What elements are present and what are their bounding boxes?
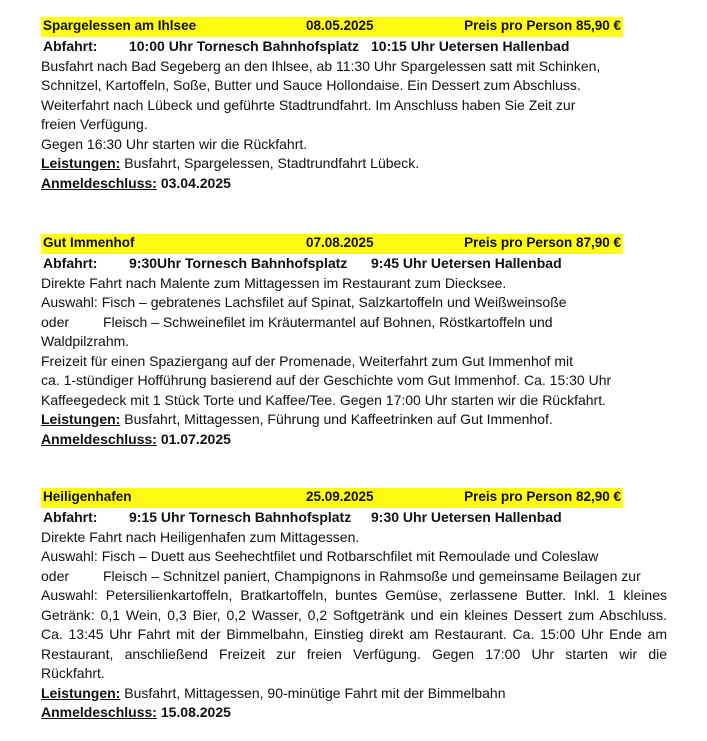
- services-text: Busfahrt, Mittagessen, Führung und Kaffeetrinken auf Gut Immenhof.: [120, 411, 553, 427]
- description-line: Restaurant, anschließend Freizeit zur freien Verfügung. Gegen 17:00 Uhr starten wir die: [41, 645, 667, 662]
- departure-stop-1: 9:30Uhr Tornesch Bahnhofsplatz: [129, 255, 348, 271]
- trip-header: [41, 17, 623, 37]
- trip-header: [41, 488, 623, 508]
- oder-line: [41, 567, 667, 587]
- oder-word: oder: [41, 313, 70, 330]
- trip-date: 08.05.2025: [306, 18, 374, 33]
- oder-option: Fleisch – Schnitzel paniert, Champignons in Rahmsoße und gemeinsame Beilagen zur: [103, 567, 641, 584]
- services-line: [41, 410, 667, 430]
- departure-stop-2: 9:30 Uhr Uetersen Hallenbad: [371, 509, 562, 525]
- departure-line: [41, 254, 667, 274]
- description-line: Weiterfahrt nach Lübeck und geführte Stadtrundfahrt. Im Anschluss haben Sie Zeit zur: [41, 96, 576, 113]
- description-line: Kaffeegedeck mit 1 Stück Torte und Kaffee/Tee. Gegen 17:00 Uhr starten wir die Rückfahrt.: [41, 391, 606, 408]
- deadline-line: [41, 703, 667, 723]
- description-line: Freizeit für einen Spaziergang auf der Promenade, Weiterfahrt zum Gut Immenhof mit: [41, 352, 573, 369]
- description-line: freien Verfügung.: [41, 116, 148, 132]
- departure-stop-2: 10:15 Uhr Uetersen Hallenbad: [371, 38, 570, 54]
- description-line: Auswahl: Fisch – Duett aus Seehechtfilet und Rotbarschfilet mit Remoulade und Coleslaw: [41, 548, 599, 564]
- services-label: Leistungen:: [41, 684, 121, 701]
- description-line: Direkte Fahrt nach Malente zum Mittagessen im Restaurant zum Diecksee.: [41, 274, 507, 291]
- services-label: Leistungen:: [41, 411, 121, 427]
- description-line: Gegen 16:30 Uhr starten wir die Rückfahrt.: [41, 135, 308, 152]
- departure-label: Abfahrt:: [43, 509, 98, 525]
- deadline-date: 01.07.2025: [156, 430, 231, 447]
- deadline-label: Anmeldeschluss:: [41, 704, 157, 720]
- oder-option: Fleisch – Schweinefilet im Kräutermantel auf Bohnen, Röstkartoffeln und: [103, 313, 553, 330]
- deadline-label: Anmeldeschluss:: [41, 174, 157, 191]
- services-text: Busfahrt, Mittagessen, 90-minütige Fahrt mit der Bimmelbahn: [120, 684, 506, 701]
- services-label: Leistungen:: [41, 155, 121, 171]
- services-line: [41, 684, 667, 704]
- departure-line: [41, 508, 667, 528]
- description-line: Waldpilzrahm.: [41, 333, 130, 349]
- departure-label: Abfahrt:: [43, 255, 98, 271]
- trip-date: 07.08.2025: [306, 235, 374, 250]
- description-line: Rückfahrt.: [41, 665, 105, 681]
- description-line: Ca. 13:45 Uhr Fahrt mit der Bimmelbahn, Einstieg direkt am Restaurant. Ca. 15:00 Uhr Ende am: [41, 626, 667, 642]
- trip-price: Preis pro Person 85,90 €: [464, 18, 621, 33]
- description-line: Auswahl: Petersilienkartoffeln, Bratkartoffeln, buntes Gemüse, zerlassene Butter. Inkl. 1 kleines: [41, 587, 667, 603]
- departure-stop-1: 10:00 Uhr Tornesch Bahnhofsplatz: [129, 38, 360, 54]
- deadline-date: 15.08.2025: [156, 704, 231, 720]
- departure-line: [41, 37, 667, 57]
- description-line: Busfahrt nach Bad Segeberg an den Ihlsee, ab 11:30 Uhr Spargelessen satt mit Schinken,: [41, 57, 601, 74]
- deadline-date: 03.04.2025: [156, 174, 231, 191]
- departure-stop-2: 9:45 Uhr Uetersen Hallenbad: [371, 255, 562, 271]
- description-line: ca. 1-stündiger Hofführung basierend auf der Geschichte vom Gut Immenhof. Ca. 15:30 Uhr: [41, 372, 612, 388]
- trip-price: Preis pro Person 82,90 €: [464, 489, 621, 504]
- departure-stop-1: 9:15 Uhr Tornesch Bahnhofsplatz: [129, 509, 352, 525]
- oder-word: oder: [41, 567, 70, 584]
- deadline-label: Anmeldeschluss:: [41, 430, 157, 447]
- description-line: Schnitzel, Kartoffeln, Soße, Butter und Sauce Hollondaise. Ein Dessert zum Abschluss.: [41, 77, 581, 93]
- services-text: Busfahrt, Spargelessen, Stadtrundfahrt Lübeck.: [120, 155, 420, 171]
- trip-title: Gut Immenhof: [43, 235, 135, 250]
- departure-label: Abfahrt:: [43, 38, 98, 54]
- oder-line: [41, 313, 667, 333]
- description-line: Auswahl: Fisch – gebratenes Lachsfilet auf Spinat, Salzkartoffeln und Weißweinsoße: [41, 294, 567, 310]
- trip-spargelessen: [41, 17, 667, 193]
- trip-date: 25.09.2025: [306, 489, 374, 504]
- description-line: Getränk: 0,1 Wein, 0,3 Bier, 0,2 Wasser, 0,2 Softgetränk und ein kleines Dessert zum Abschluss.: [41, 606, 667, 623]
- description-line: Direkte Fahrt nach Heiligenhafen zum Mittagessen.: [41, 528, 360, 545]
- trip-heiligenhafen: [41, 488, 667, 723]
- services-line: [41, 154, 667, 174]
- trip-gut-immenhof: [41, 234, 667, 449]
- trip-title: Spargelessen am Ihlsee: [43, 18, 197, 33]
- trip-title: Heiligenhafen: [43, 489, 132, 504]
- deadline-line: [41, 430, 667, 450]
- deadline-line: [41, 174, 667, 194]
- trip-price: Preis pro Person 87,90 €: [464, 235, 621, 250]
- trip-header: [41, 234, 623, 254]
